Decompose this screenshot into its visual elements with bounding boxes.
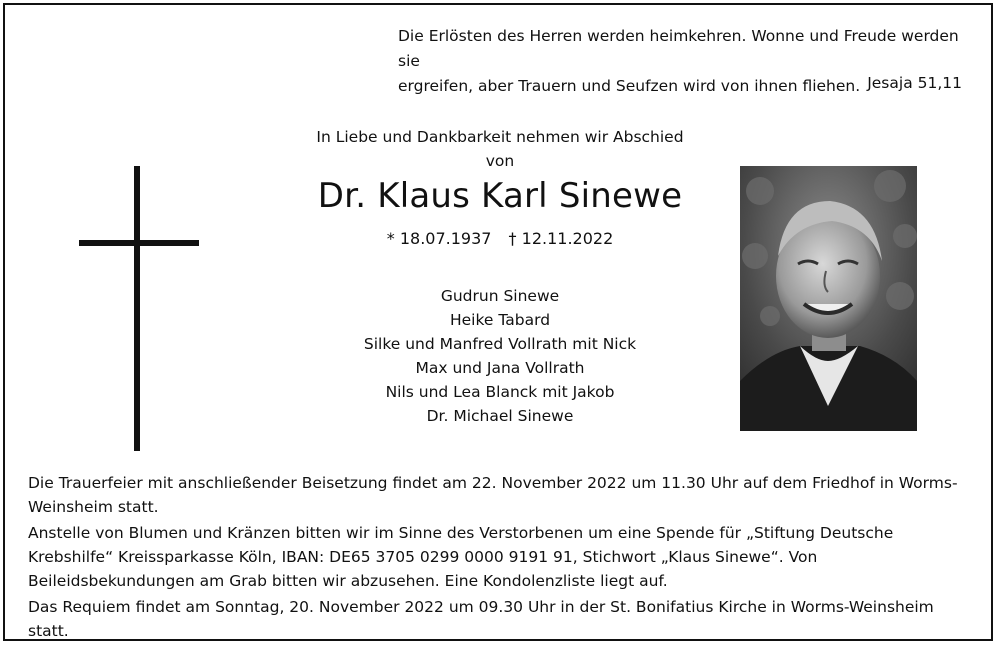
portrait-illustration xyxy=(740,166,917,431)
death-date: † 12.11.2022 xyxy=(508,229,614,248)
notices xyxy=(28,471,973,645)
mourner-item: Gudrun Sinewe xyxy=(440,287,560,305)
life-dates xyxy=(300,229,700,248)
donation-notice: Anstelle von Blumen und Kränzen bitten wir im Sinne des Verstorbenen um eine Spende für „Stiftung Deutsche Krebshilfe“ Kreissparkasse Köln, IBAN: DE65 3705 0299 0000 9191 91, Stichwort „Klaus Sinewe“. Von Beileidsbekundungen am Grab bitten wir abzusehen. Eine Kondolenzliste liegt auf. xyxy=(28,524,894,590)
quote-line-2: ergreifen, aber Trauern und Seufzen wird von ihnen fliehen. xyxy=(398,77,861,95)
quote-line-1: Die Erlösten des Herren werden heimkehren. Wonne und Freude werden sie xyxy=(398,27,959,70)
portrait-photo xyxy=(740,166,917,431)
mourner-item: Dr. Michael Sinewe xyxy=(426,407,574,425)
mourner-item: Nils und Lea Blanck mit Jakob xyxy=(385,383,615,401)
mourner-item: Heike Tabard xyxy=(449,311,551,329)
mourners-list xyxy=(300,284,700,428)
mourner-item: Silke und Manfred Vollrath mit Nick xyxy=(363,335,637,353)
intro-line-1: In Liebe und Dankbarkeit nehmen wir Abschied xyxy=(316,128,684,146)
cross-horizontal-bar xyxy=(79,240,199,246)
deceased-name: Dr. Klaus Karl Sinewe xyxy=(317,176,683,216)
birth-date: * 18.07.1937 xyxy=(386,229,492,248)
funeral-notice: Die Trauerfeier mit anschließender Beisetzung findet am 22. November 2022 um 11.30 Uhr auf dem Friedhof in Worms-Weinsheim statt. xyxy=(28,474,958,516)
cross-vertical-bar xyxy=(134,166,140,451)
quote-reference: Jesaja 51,11 xyxy=(867,74,962,92)
mourner-item: Max und Jana Vollrath xyxy=(415,359,585,377)
requiem-notice: Das Requiem findet am Sonntag, 20. November 2022 um 09.30 Uhr in der St. Bonifatius Kirche in Worms-Weinsheim statt. xyxy=(28,598,934,640)
intro-line-2: von xyxy=(485,152,515,170)
